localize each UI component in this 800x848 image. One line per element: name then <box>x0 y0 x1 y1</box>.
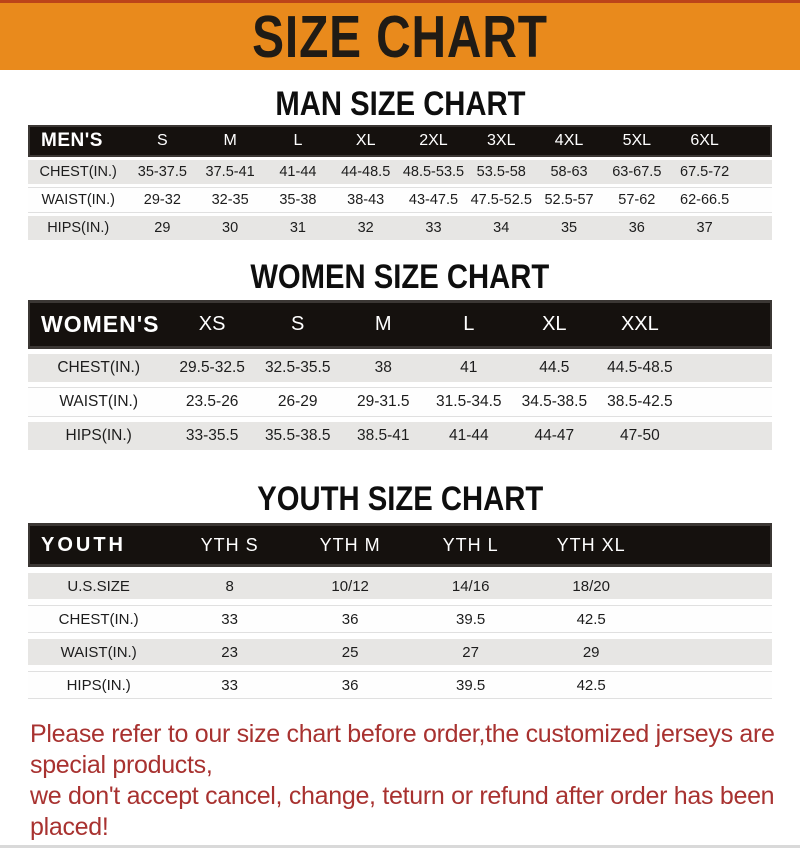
size-value: 35.5-38.5 <box>255 422 341 450</box>
table-header-bar <box>28 300 772 349</box>
spacer-cell <box>683 300 772 349</box>
disclaimer-line-1: Please refer to our size chart before order,the customized jerseys are special products, <box>30 720 775 779</box>
size-value: 32-35 <box>196 187 264 213</box>
size-column-header: S <box>255 300 341 349</box>
measure-row <box>28 187 772 213</box>
measure-row <box>28 639 772 665</box>
size-value: 36 <box>290 671 411 699</box>
size-column-header: 6XL <box>671 125 739 157</box>
size-value: 18/20 <box>531 573 652 599</box>
size-value: 47.5-52.5 <box>467 187 535 213</box>
section-heading-text: MAN SIZE CHART <box>274 85 526 123</box>
sections <box>0 86 800 705</box>
row-label: WAIST(IN.) <box>28 187 128 213</box>
size-column-header: XXL <box>597 300 683 349</box>
size-value: 42.5 <box>531 671 652 699</box>
size-value: 41-44 <box>426 422 512 450</box>
category-label: WOMEN'S <box>28 300 169 349</box>
section-heading-text: YOUTH SIZE CHART <box>257 480 543 518</box>
size-value: 43-47.5 <box>400 187 468 213</box>
size-value: 29 <box>128 216 196 240</box>
size-value: 32 <box>332 216 400 240</box>
table-header-bar <box>28 125 772 157</box>
disclaimer <box>0 719 800 843</box>
size-column-header: XL <box>332 125 400 157</box>
size-column-header: 5XL <box>603 125 671 157</box>
banner-title: SIZE CHART <box>252 3 548 70</box>
size-table-youth <box>28 517 772 705</box>
category-label: YOUTH <box>28 523 169 567</box>
row-label: HIPS(IN.) <box>28 671 169 699</box>
size-value: 44.5-48.5 <box>597 354 683 382</box>
category-label: MEN'S <box>28 125 128 157</box>
spacer-cell <box>738 187 772 213</box>
size-value: 29.5-32.5 <box>169 354 255 382</box>
size-value: 53.5-58 <box>467 160 535 184</box>
footer <box>0 719 800 848</box>
size-value: 36 <box>603 216 671 240</box>
size-value: 33 <box>400 216 468 240</box>
measure-row <box>28 573 772 599</box>
size-value: 38.5-42.5 <box>597 387 683 417</box>
size-table-men <box>28 122 772 243</box>
size-value: 8 <box>169 573 290 599</box>
size-table-women <box>28 295 772 455</box>
spacer-cell <box>738 125 772 157</box>
size-column-header: 2XL <box>400 125 468 157</box>
size-value: 39.5 <box>410 671 531 699</box>
size-value: 47-50 <box>597 422 683 450</box>
size-value: 33-35.5 <box>169 422 255 450</box>
spacer-cell <box>683 354 772 382</box>
row-label: HIPS(IN.) <box>28 422 169 450</box>
size-column-header: 3XL <box>467 125 535 157</box>
size-value: 39.5 <box>410 605 531 633</box>
row-label: CHEST(IN.) <box>28 605 169 633</box>
spacer-cell <box>683 387 772 417</box>
size-value: 57-62 <box>603 187 671 213</box>
spacer-cell <box>683 422 772 450</box>
size-column-header: S <box>128 125 196 157</box>
row-label: U.S.SIZE <box>28 573 169 599</box>
size-value: 23 <box>169 639 290 665</box>
size-value: 29 <box>531 639 652 665</box>
size-value: 10/12 <box>290 573 411 599</box>
size-value: 63-67.5 <box>603 160 671 184</box>
row-label: WAIST(IN.) <box>28 387 169 417</box>
section-men <box>0 86 800 243</box>
measure-row <box>28 422 772 450</box>
size-value: 33 <box>169 605 290 633</box>
size-column-header: L <box>426 300 512 349</box>
size-value: 34 <box>467 216 535 240</box>
size-value: 33 <box>169 671 290 699</box>
size-value: 38.5-41 <box>340 422 426 450</box>
section-heading-youth <box>0 481 800 517</box>
size-value: 38-43 <box>332 187 400 213</box>
size-column-header: M <box>340 300 426 349</box>
size-column-header: M <box>196 125 264 157</box>
size-value: 34.5-38.5 <box>512 387 598 417</box>
size-column-header: 4XL <box>535 125 603 157</box>
size-value: 25 <box>290 639 411 665</box>
row-label: HIPS(IN.) <box>28 216 128 240</box>
size-value: 58-63 <box>535 160 603 184</box>
size-value: 41-44 <box>264 160 332 184</box>
table-header-bar <box>28 523 772 567</box>
size-value: 31.5-34.5 <box>426 387 512 417</box>
size-value: 27 <box>410 639 531 665</box>
size-value: 35-37.5 <box>128 160 196 184</box>
size-column-header: YTH XL <box>531 523 652 567</box>
size-column-header: L <box>264 125 332 157</box>
size-value: 36 <box>290 605 411 633</box>
size-value: 44-48.5 <box>332 160 400 184</box>
section-women <box>0 259 800 455</box>
spacer-cell <box>651 671 772 699</box>
size-value: 31 <box>264 216 332 240</box>
measure-row <box>28 605 772 633</box>
row-label: WAIST(IN.) <box>28 639 169 665</box>
size-value: 44.5 <box>512 354 598 382</box>
spacer-cell <box>651 639 772 665</box>
size-value: 26-29 <box>255 387 341 417</box>
size-column-header: YTH L <box>410 523 531 567</box>
size-column-header: YTH S <box>169 523 290 567</box>
spacer-cell <box>738 160 772 184</box>
measure-row <box>28 387 772 417</box>
size-value: 37.5-41 <box>196 160 264 184</box>
size-value: 32.5-35.5 <box>255 354 341 382</box>
size-value: 38 <box>340 354 426 382</box>
size-value: 67.5-72 <box>671 160 739 184</box>
section-youth <box>0 481 800 705</box>
spacer-cell <box>651 523 772 567</box>
spacer-cell <box>738 216 772 240</box>
size-value: 29-31.5 <box>340 387 426 417</box>
measure-row <box>28 216 772 240</box>
disclaimer-line-2: we don't accept cancel, change, teturn or refund after order has been placed! <box>30 782 775 841</box>
size-value: 23.5-26 <box>169 387 255 417</box>
row-label: CHEST(IN.) <box>28 160 128 184</box>
size-value: 35-38 <box>264 187 332 213</box>
size-column-header: YTH M <box>290 523 411 567</box>
size-value: 42.5 <box>531 605 652 633</box>
size-value: 41 <box>426 354 512 382</box>
spacer-cell <box>651 573 772 599</box>
size-chart-banner <box>0 0 800 70</box>
row-label: CHEST(IN.) <box>28 354 169 382</box>
section-heading-text: WOMEN SIZE CHART <box>250 258 550 296</box>
size-value: 37 <box>671 216 739 240</box>
size-column-header: XS <box>169 300 255 349</box>
size-value: 29-32 <box>128 187 196 213</box>
size-value: 30 <box>196 216 264 240</box>
section-heading-men <box>0 86 800 122</box>
spacer-cell <box>651 605 772 633</box>
size-value: 48.5-53.5 <box>400 160 468 184</box>
section-heading-women <box>0 259 800 295</box>
measure-row <box>28 671 772 699</box>
size-value: 62-66.5 <box>671 187 739 213</box>
measure-row <box>28 160 772 184</box>
size-value: 14/16 <box>410 573 531 599</box>
size-value: 35 <box>535 216 603 240</box>
size-column-header: XL <box>512 300 598 349</box>
size-value: 44-47 <box>512 422 598 450</box>
measure-row <box>28 354 772 382</box>
size-value: 52.5-57 <box>535 187 603 213</box>
